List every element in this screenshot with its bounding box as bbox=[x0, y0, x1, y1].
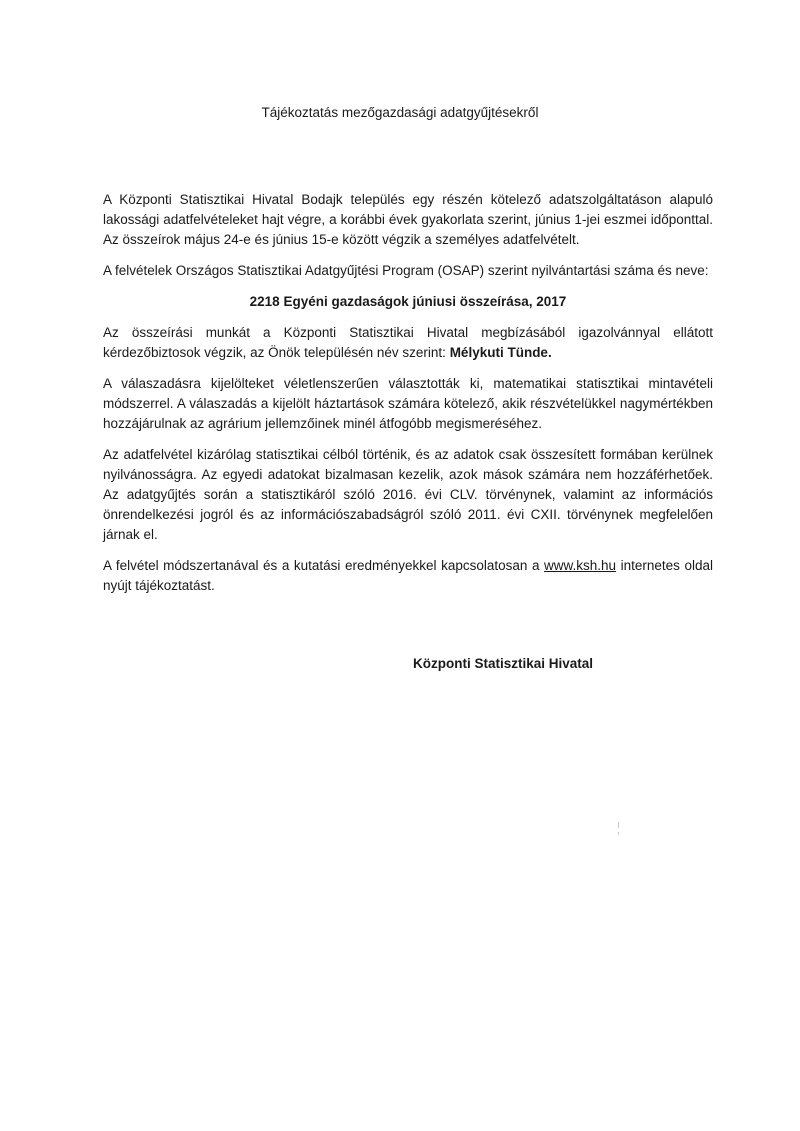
paragraph-sampling: A válaszadásra kijelölteket véletlenszerűen választották ki, matematikai statisztikai mintavételi módszerrel. A válaszadás a kijelölt háztartások számára kötelező, akik részvételükkel nagymértékben hozzájárulnak az agrárium jellemzőinek minél átfogóbb megismeréséhez. bbox=[103, 376, 713, 431]
paragraph-osap: A felvételek Országos Statisztikai Adatgyűjtési Program (OSAP) szerint nyilvántartási száma és neve: bbox=[103, 263, 709, 278]
ksh-link[interactable]: www.ksh.hu bbox=[544, 558, 617, 573]
survey-name: 2218 Egyéni gazdaságok júniusi összeírása, 2017 bbox=[249, 294, 567, 309]
info-text-after: internetes oldal nyújt tájékoztatást. bbox=[103, 558, 713, 593]
info-text-before: A felvétel módszertanával és a kutatási eredményekkel kapcsolatosan a bbox=[103, 558, 545, 573]
paragraph-enumerators bbox=[103, 323, 713, 363]
enumerators-text: Az összeírási munkát a Központi Statisztikai Hivatal megbízásából igazolvánnyal ellátott kérdezőbiztosok végzik, az Önök településén név szerint: bbox=[103, 325, 713, 360]
scan-speck bbox=[618, 822, 619, 828]
paragraph-info bbox=[103, 556, 713, 596]
paragraph-intro: A Központi Statisztikai Hivatal Bodajk település egy részén kötelező adatszolgáltatáson alapuló lakossági adatfelvételeket hajt végre, a korábbi évek gyakorlata szerint, június 1-jei eszmei időponttal. Az összeírok május 24-e és június 15-e között végzik a személyes adatfelvételt. bbox=[103, 192, 713, 247]
signature: Központi Statisztikai Hivatal bbox=[413, 656, 594, 671]
enumerator-name: Mélykuti Tünde. bbox=[449, 345, 552, 360]
scan-speck bbox=[618, 832, 619, 835]
document-title: Tájékoztatás mezőgazdasági adatgyűjtésekről bbox=[261, 105, 539, 120]
document-body bbox=[103, 190, 713, 607]
paragraph-privacy: Az adatfelvétel kizárólag statisztikai célból történik, és az adatok csak összesített formában kerülnek nyilvánosságra. Az egyedi adatokat bizalmasan kezelik, azok mások számára nem hozzáférhetőek. Az adatgyűjtés során a statisztikáról szóló 2016. évi CLV. törvénynek, valamint az információs önrendelkezési jogról és az információszabadságról szóló 2011. évi CXII. törvénynek megfelelően járnak el. bbox=[103, 447, 713, 542]
